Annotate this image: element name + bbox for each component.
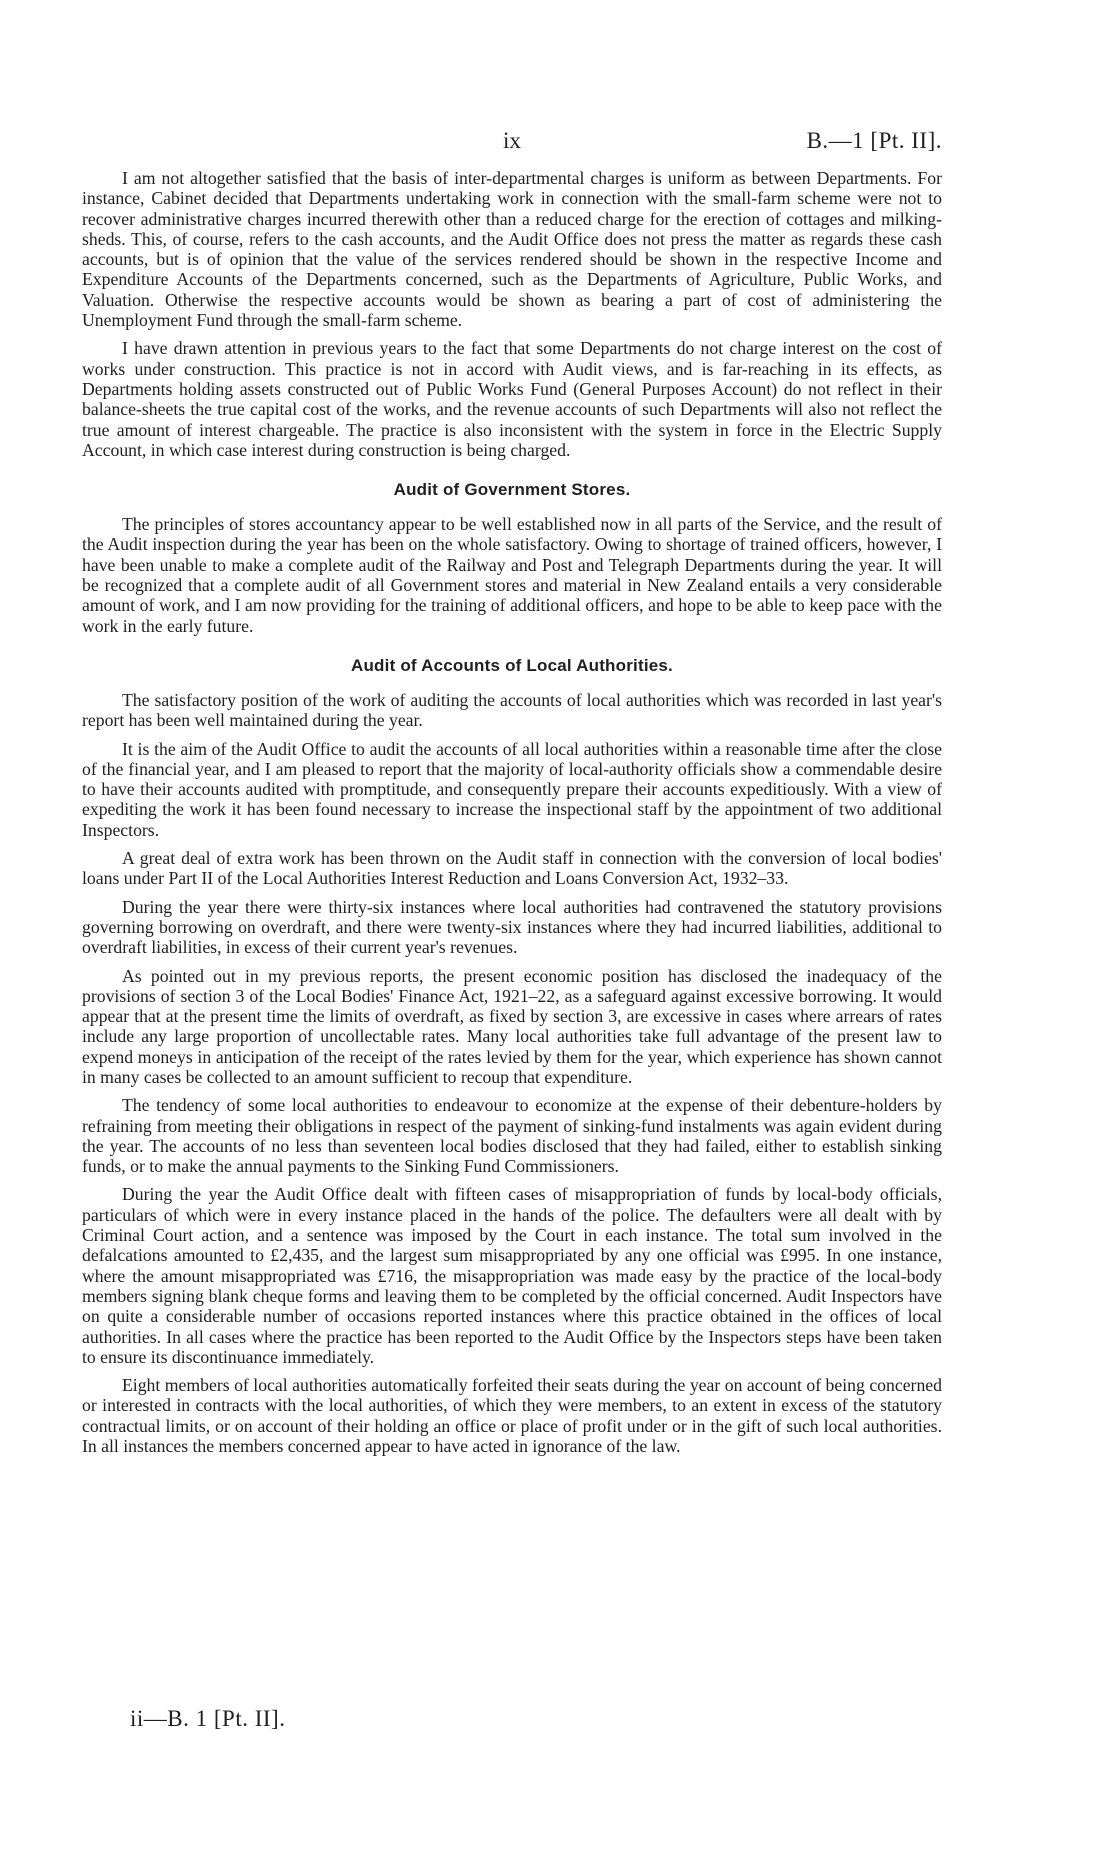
paragraph-loans-conversion: A great deal of extra work has been thrown on the Audit staff in connection with the conversion of local bodies' loans under Part II of the Local Authorities Interest Reduction and Loans Conversion Act, 1932–33. (82, 848, 942, 889)
paragraph-misappropriation: During the year the Audit Office dealt with fifteen cases of misappropriation of funds by local-body officials, particulars of which were in every instance placed in the hands of the police. The defaulters were all dealt with by Criminal Court action, and a sentence was imposed by the Court in each instance. The total sum involved in the defalcations amounted to £2,435, and the largest sum misappropriated by any one official was £995. In one instance, where the amount misappropriated was £716, the misappropriation was made easy by the practice of the local-body members signing blank cheque forms and leaving them to be completed by the official concerned. Audit Inspectors have on quite a considerable number of occasions reported instances where this practice obtained in the offices of local authorities. In all cases where the practice has been reported to the Audit Office by the Inspectors steps have been taken to ensure its discontinuance immediately. (82, 1184, 942, 1367)
heading-local-authorities: Audit of Accounts of Local Authorities. (351, 655, 673, 675)
page-body (82, 128, 942, 1464)
paragraph-forfeited-seats: Eight members of local authorities automatically forfeited their seats during the year on account of being concerned or interested in contracts with the local authorities, of which they were members, to an extent in excess of the statutory contractual limits, or on account of their holding an office or place of profit under or in the gift of such local authorities. In all instances the members concerned appear to have acted in ignorance of the law. (82, 1375, 942, 1457)
paragraph-finance-act-inadequacy: As pointed out in my previous reports, the present economic position has disclosed the inadequacy of the provisions of section 3 of the Local Bodies' Finance Act, 1921–22, as a safeguard against excessive borrowing. It would appear that at the present time the limits of overdraft, as fixed by section 3, are excessive in cases where arrears of rates include any large proportion of uncollectable rates. Many local authorities take full advantage of the present law to expend moneys in anticipation of the receipt of the rates levied by them for the year, which experience has shown cannot in many cases be collected to an amount sufficient to recoup that expenditure. (82, 965, 942, 1087)
footer-signature: ii—B. 1 [Pt. II]. (130, 1706, 286, 1731)
paragraph-satisfactory-position: The satisfactory position of the work of auditing the accounts of local authorities which was recorded in last year's report has been well maintained during the year. (82, 689, 942, 731)
paragraph-audit-aim: It is the aim of the Audit Office to audit the accounts of all local authorities within a reasonable time after the close of the financial year, and I am pleased to report that the majority of local-authority officials show a commendable desire to have their accounts audited with promptitude, and consequently prepare their accounts expeditiously. With a view of expediting the work it has been found necessary to increase the inspectional staff by the appointment of two additional Inspectors. (82, 738, 942, 840)
document-reference: B.—1 [Pt. II]. (806, 128, 942, 153)
paragraph-stores-accountancy: The principles of stores accountancy appear to be well established now in all parts of the Service, and the result of the Audit inspection during the year has been on the whole satisfactory. Owing to shortage of trained officers, however, I have been unable to make a complete audit of the Railway and Post and Telegraph Departments during the year. It will be recognized that a complete audit of all Government stores and material in New Zealand entails a very considerable amount of work, and I am now providing for the training of additional officers, and hope to be able to keep pace with the work in the early future. (82, 514, 942, 636)
paragraph-inter-departmental-charges: I am not altogether satisfied that the basis of inter-departmental charges is uniform as between Departments. For instance, Cabinet decided that Departments undertaking work in connection with the small-farm scheme were not to recover administrative charges incurred therewith other than a reduced charge for the erection of cottages and milking-sheds. This, of course, refers to the cash accounts, and the Audit Office does not press the matter as regards these cash accounts, but is of opinion that the value of the services rendered should be shown in the respective Income and Expenditure Accounts of the Departments concerned, such as the Departments of Agriculture, Public Works, and Valuation. Otherwise the respective accounts would be shown as bearing a part of cost of administering the Unemployment Fund through the small-farm scheme. (82, 168, 942, 331)
paragraph-overdraft-contraventions: During the year there were thirty-six instances where local authorities had contravened the statutory provisions governing borrowing on overdraft, and there were twenty-six instances where they had incurred liabilities, additional to overdraft liabilities, in excess of their current year's revenues. (82, 896, 942, 958)
paragraph-interest-on-works: I have drawn attention in previous years to the fact that some Departments do not charge interest on the cost of works under construction. This practice is not in accord with Audit views, and is far-reaching in its effects, as Departments holding assets constructed out of Public Works Fund (General Purposes Account) do not reflect in their balance-sheets the true capital cost of the works, and the revenue accounts of such Departments will also not reflect the true amount of interest chargeable. The practice is also inconsistent with the system in force in the Electric Supply Account, in which case interest during construction is being charged. (82, 338, 942, 460)
page-header (82, 128, 942, 168)
paragraph-sinking-funds: The tendency of some local authorities to endeavour to economize at the expense of their debenture-holders by refraining from meeting their obligations in respect of the payment of sinking-fund instalments was again evident during the year. The accounts of no less than seventeen local bodies disclosed that they had failed, either to establish sinking funds, or to make the annual payments to the Sinking Fund Commissioners. (82, 1095, 942, 1177)
page-number: ix (503, 128, 521, 153)
heading-government-stores: Audit of Government Stores. (393, 480, 631, 500)
